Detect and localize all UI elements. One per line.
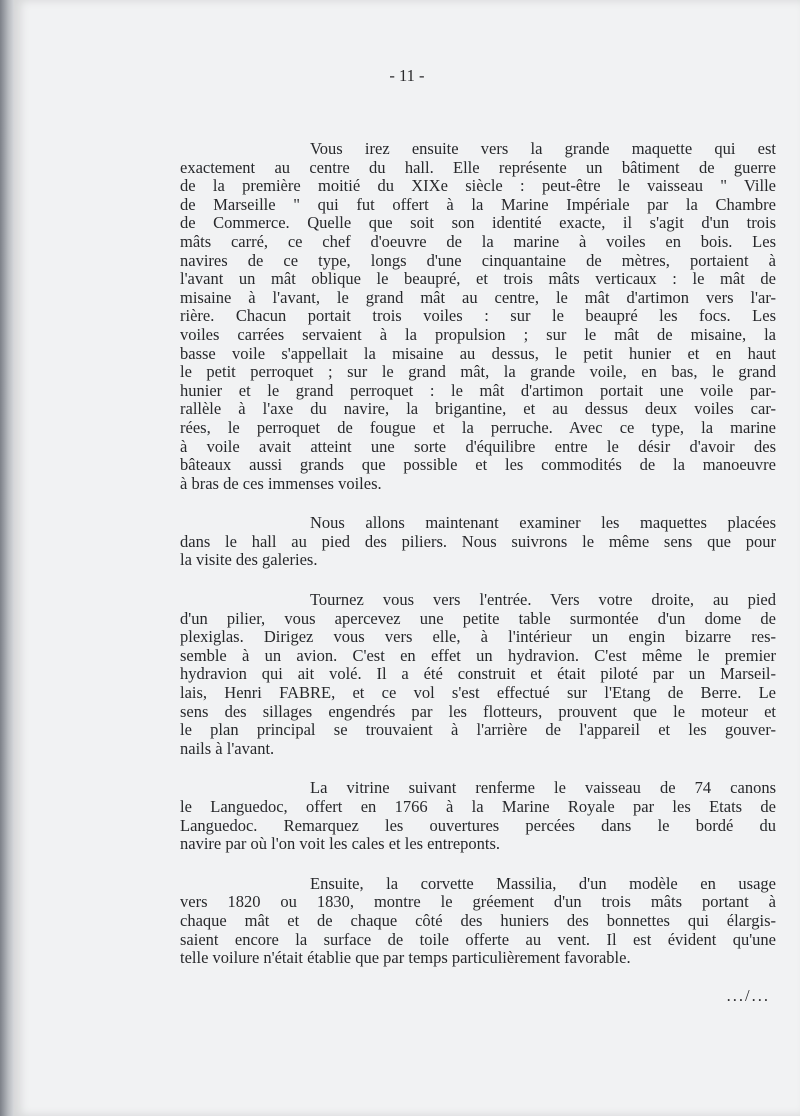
text-line: le plan principal se trouvaient à l'arrière de l'appareil et les gouver- <box>180 720 776 740</box>
paragraph-1 <box>180 140 776 493</box>
text-line: hunier et le grand perroquet : le mât d'artimon portait une voile par- <box>180 380 776 400</box>
text-line: rallèle à l'axe du navire, la brigantine, et au dessus deux voiles car- <box>180 399 776 419</box>
text-line: vers 1820 ou 1830, montre le gréement d'un trois mâts portant à <box>180 892 776 912</box>
text-line: La vitrine suivant renferme le vaisseau de 74 canons <box>310 778 776 798</box>
text-line: de Marseille " qui fut offert à la Marine Impériale par la Chambre <box>180 194 776 214</box>
text-line: Ensuite, la corvette Massilia, d'un modèle en usage <box>310 873 776 893</box>
text-line: à voile avait atteint une sorte d'équilibre entre le désir d'avoir des <box>180 436 776 456</box>
body-text <box>180 140 776 989</box>
text-line: dans le hall au pied des piliers. Nous suivrons le même sens que pour <box>180 531 776 551</box>
text-line: nails à l'avant. <box>180 738 275 758</box>
text-line: à bras de ces immenses voiles. <box>180 473 382 493</box>
page-binding-edge <box>0 0 14 1116</box>
text-line: exactement au centre du hall. Elle représente un bâtiment de guerre <box>180 157 776 177</box>
text-line: navires de ce type, longs d'une cinquantaine de mètres, portaient à <box>180 250 776 270</box>
text-line: rière. Chacun portait trois voiles : sur le beaupré les focs. Les <box>180 306 776 326</box>
text-line: basse voile s'appellait la misaine au dessus, le petit hunier et en haut <box>180 343 776 363</box>
page-number: - 11 - <box>389 66 425 85</box>
text-line: l'avant un mât oblique le beaupré, et trois mâts verticaux : le mât de <box>180 269 776 289</box>
text-line: Vous irez ensuite vers la grande maquette qui est <box>310 139 776 158</box>
text-line: misaine à l'avant, le grand mât au centre, le mât d'artimon vers l'ar- <box>180 287 776 307</box>
text-line: rées, le perroquet de fougue et la perruche. Avec ce type, la marine <box>180 417 776 437</box>
text-line: telle voilure n'était établie que par temps particulièrement favorable. <box>180 948 631 968</box>
text-line: de la première moitié du XIXe siècle : peut-être le vaisseau " Ville <box>180 176 776 196</box>
paragraph-5 <box>180 875 776 968</box>
text-line: voiles carrées servaient à la propulsion ; sur le mât de misaine, la <box>180 324 776 344</box>
text-line: de Commerce. Quelle que soit son identité exacte, il s'agit d'un trois <box>180 213 776 233</box>
text-line: plexiglas. Dirigez vous vers elle, à l'intérieur un engin bizarre res- <box>180 627 776 647</box>
text-line: lais, Henri FABRE, et ce vol s'est effectué sur l'Etang de Berre. Le <box>180 683 776 703</box>
text-line: semble à un avion. C'est en effet un hydravion. C'est même le premier <box>180 645 776 665</box>
continuation-mark: .../... <box>726 986 770 1005</box>
text-line: la visite des galeries. <box>180 550 318 570</box>
text-line: hydravion qui ait volé. Il a été construit et était piloté par un Marseil- <box>180 664 776 684</box>
text-line: d'un pilier, vous apercevez une petite table surmontée d'un dome de <box>180 608 776 628</box>
document-page <box>14 0 800 1116</box>
text-line: bâteaux aussi grands que possible et les commodités de la manoeuvre <box>180 455 776 475</box>
paragraph-2 <box>180 514 776 570</box>
text-line: le petit perroquet ; sur le grand mât, la grande voile, en bas, le grand <box>180 362 776 382</box>
text-line: chaque mât et de chaque côté des huniers des bonnettes qui élargis- <box>180 910 776 930</box>
text-line: le Languedoc, offert en 1766 à la Marine Royale par les Etats de <box>180 797 776 816</box>
text-line: sens des sillages engendrés par les flotteurs, prouvent que le moteur et <box>180 701 776 721</box>
text-line: saient encore la surface de toile offerte au vent. Il est évident qu'une <box>180 929 776 949</box>
paragraph-3 <box>180 591 776 758</box>
text-line: Tournez vous vers l'entrée. Vers votre droite, au pied <box>310 590 776 610</box>
text-line: Nous allons maintenant examiner les maquettes placées <box>310 513 776 533</box>
text-line: Languedoc. Remarquez les ouvertures percées dans le bordé du <box>180 815 776 835</box>
paragraph-4 <box>180 779 776 853</box>
text-line: navire par où l'on voit les cales et les entreponts. <box>180 834 501 854</box>
text-line: mâts carré, ce chef d'oeuvre de la marine à voiles en bois. Les <box>180 231 776 251</box>
